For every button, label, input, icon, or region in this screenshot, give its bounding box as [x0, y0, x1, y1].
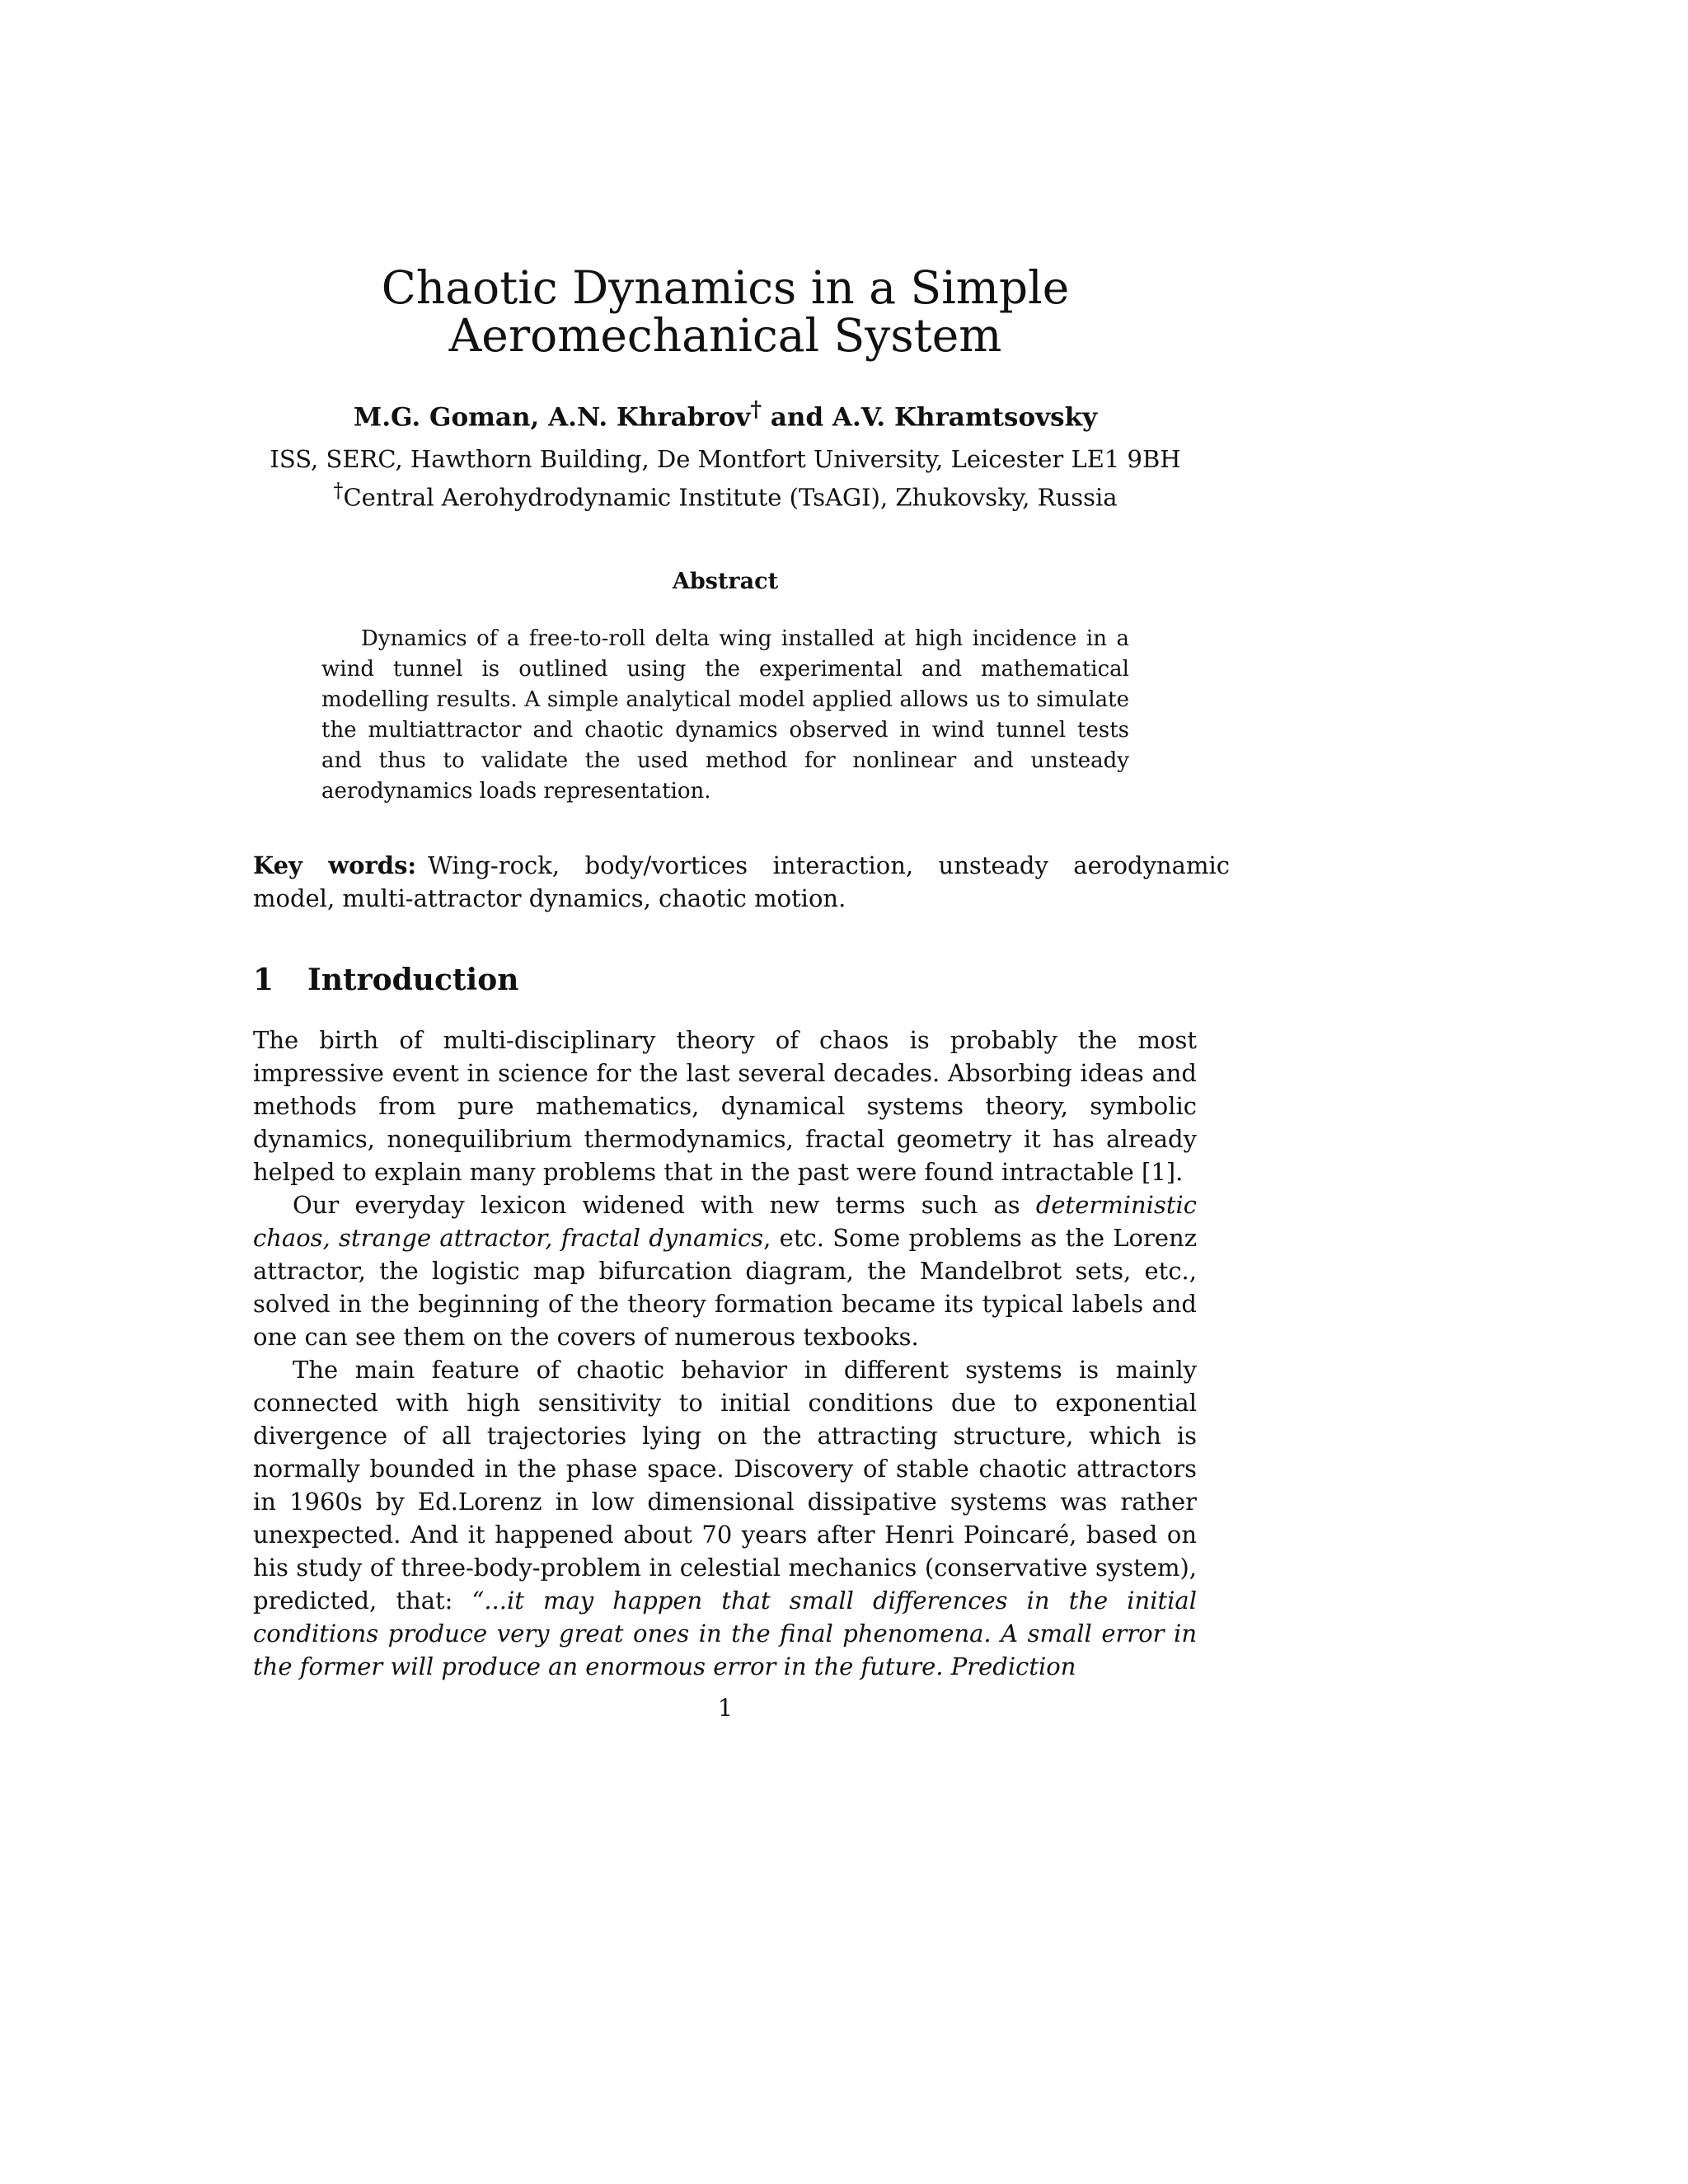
paragraph-2 — [253, 1188, 1197, 1353]
authors-part-1: M.G. Goman, A.N. Khrabrov — [353, 402, 751, 433]
title-line-2: Aeromechanical System — [448, 309, 1002, 362]
author-dagger: † — [750, 397, 762, 422]
affiliation-line-1: ISS, SERC, Hawthorn Building, De Montfort University, Leicester LE1 9BH — [270, 445, 1181, 473]
paragraph-2-italic-terms: deterministic chaos, strange attractor, fractal dynamics — [253, 1191, 1197, 1252]
abstract-heading: Abstract — [672, 569, 779, 594]
paragraph-3-text: The main feature of chaotic behavior in different systems is mainly connected with high sensitivity to initial conditions due to exponential divergence of all trajectories lying on the attracting structure, which is normally bounded in the phase space. Discovery of stable chaotic attractors in 1960s by Ed.Lorenz in low dimensional dissipative systems was rather unexpected. And it happened about 70 years after Henri Poincaré, based on his study of three-body-problem in celestial mechanics (conservative system), predicted, that: — [253, 1356, 1197, 1615]
author-list — [272, 394, 1179, 433]
affiliations — [239, 443, 1212, 513]
introduction-body — [253, 1024, 1197, 1683]
paragraph-2-start: Our everyday lexicon widened with new terms such as — [293, 1191, 1036, 1219]
affiliation-dagger: † — [333, 479, 344, 502]
paper-title — [272, 261, 1179, 362]
page-number: 1 — [717, 1694, 734, 1722]
section-title: Introduction — [307, 963, 519, 997]
keywords-label: Key words: — [253, 851, 417, 879]
paragraph-3 — [253, 1353, 1197, 1683]
keywords — [253, 849, 1230, 915]
poincare-quote: “...it may happen that small differences in the initial conditions produce very great ones in the final phenomena. A small error in the former will produce an enormous error in the future. Prediction — [253, 1586, 1197, 1680]
authors-part-2: and A.V. Khramtsovsky — [762, 402, 1098, 433]
abstract-text: Dynamics of a free-to-roll delta wing installed at high incidence in a wind tunnel is outlined using the experimental and mathematical modelling results. A simple analytical model applied allows us to simulate the multiattractor and chaotic dynamics observed in wind tunnel tests and thus to validate the used method for nonlinear and unsteady aerodynamics loads representation. — [321, 626, 1129, 804]
section-number: 1 — [253, 963, 274, 997]
paragraph-2-end: , etc. Some problems as the Lorenz attractor, the logistic map bifurcation diagram, the Mandelbrot sets, etc., solved in the beginning of the theory formation became its typical labels and one can see them on the covers of numerous texbooks. — [253, 1224, 1197, 1351]
title-line-1: Chaotic Dynamics in a Simple — [381, 261, 1070, 314]
section-heading-introduction — [253, 963, 1160, 997]
paragraph-1: The birth of multi-disciplinary theory of chaos is probably the most impressive event in science for the last several decades. Absorbing ideas and methods from pure mathematics, dynamical systems theory, symbolic dynamics, nonequilibrium thermodynamics, fractal geometry it has already helped to explain many problems that in the past were found intractable [1]. — [253, 1026, 1197, 1186]
keywords-text: Wing-rock, body/vortices interaction, unsteady aerodynamic model, multi-attractor dynamics, chaotic motion. — [253, 851, 1230, 912]
affiliation-line-2: Central Aerohydrodynamic Institute (TsAGI), Zhukovsky, Russia — [343, 483, 1118, 512]
